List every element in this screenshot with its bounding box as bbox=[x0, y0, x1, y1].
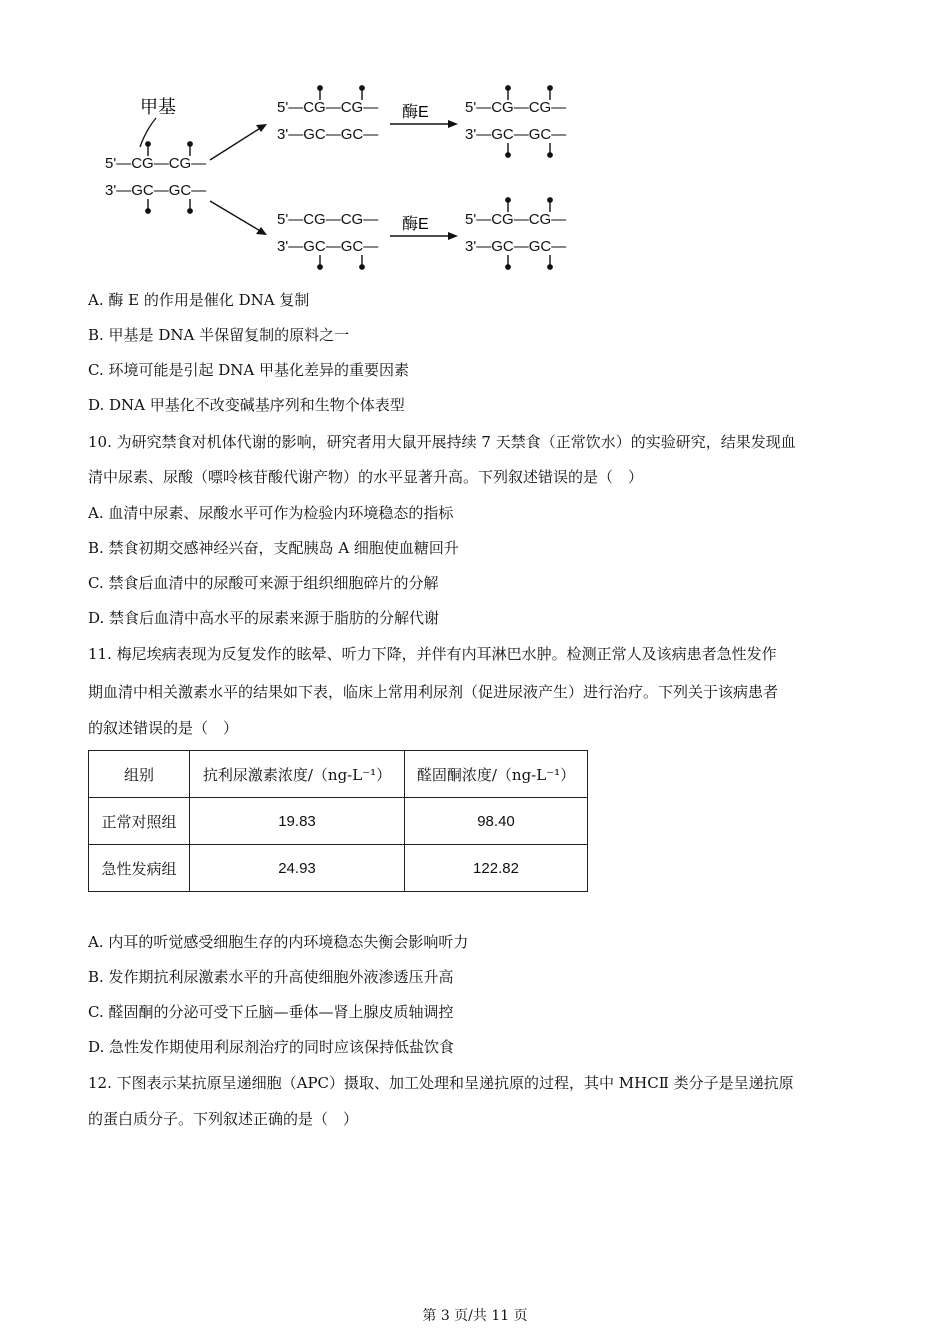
enzyme-arrowhead-bottom bbox=[448, 232, 458, 240]
methyl-group-dot bbox=[188, 209, 192, 213]
hormone-table bbox=[88, 750, 588, 892]
methyl-group-dot bbox=[318, 86, 322, 90]
methyl-group-dot bbox=[506, 265, 510, 269]
methyl-group-dot bbox=[146, 209, 150, 213]
methyl-group-dot bbox=[188, 142, 192, 146]
q11-option-d: D. 急性发作期使用利尿剂治疗的同时应该保持低盐饮食 bbox=[88, 1038, 455, 1056]
dna-top-strand: 5'—CG—CG— bbox=[105, 155, 207, 172]
methyl-group-dot bbox=[360, 265, 364, 269]
methyl-group-dot bbox=[548, 86, 552, 90]
enzyme-e-label-bottom: 酶E bbox=[402, 216, 429, 233]
table-header-row bbox=[89, 751, 588, 798]
q11-option-a: A. 内耳的听觉感受细胞生存的内环境稳态失衡会影响听力 bbox=[88, 933, 469, 951]
page-footer: 第 3 页/共 11 页 bbox=[422, 1308, 528, 1324]
dna-top-strand: 5'—CG—CG— bbox=[465, 99, 567, 116]
branch-arrowhead-down bbox=[256, 227, 267, 235]
methyl-group-dot bbox=[548, 265, 552, 269]
dna-top-strand: 5'—CG—CG— bbox=[465, 211, 567, 228]
methyl-group-dot bbox=[506, 86, 510, 90]
q10-option-d: D. 禁食后血清中高水平的尿素来源于脂肪的分解代谢 bbox=[88, 609, 440, 627]
dna-top-strand: 5'—CG—CG— bbox=[277, 211, 379, 228]
table-row bbox=[89, 845, 588, 892]
q9-option-b: B. 甲基是 DNA 半保留复制的原料之一 bbox=[88, 326, 350, 344]
methyl-group-dot bbox=[506, 153, 510, 157]
enzyme-arrowhead-top bbox=[448, 120, 458, 128]
methyl-group-dot bbox=[146, 142, 150, 146]
dna-bottom-strand: 3'—GC—GC— bbox=[465, 126, 567, 143]
table-cell: 19.83 bbox=[190, 798, 405, 845]
methyl-group-dot bbox=[318, 265, 322, 269]
dna-bottom-strand: 3'—GC—GC— bbox=[277, 238, 379, 255]
dna-top-strand: 5'—CG—CG— bbox=[277, 99, 379, 116]
dna-bottom-strand: 3'—GC—GC— bbox=[105, 182, 207, 199]
q10-stem-line1: 10. 为研究禁食对机体代谢的影响，研究者用大鼠开展持续 7 天禁食（正常饮水）的实验研究，结果发现血 bbox=[88, 433, 796, 451]
q12-stem-line2: 的蛋白质分子。下列叙述正确的是（ ） bbox=[88, 1110, 359, 1128]
table-header-cell: 醛固酮浓度/（ng-L⁻¹） bbox=[405, 751, 588, 798]
dna-methylation-diagram bbox=[0, 0, 950, 290]
methyl-label: 甲基 bbox=[140, 97, 176, 117]
q9-option-d: D. DNA 甲基化不改变碱基序列和生物个体表型 bbox=[88, 396, 405, 414]
methyl-group-dot bbox=[506, 198, 510, 202]
q10-option-c: C. 禁食后血清中的尿酸可来源于组织细胞碎片的分解 bbox=[88, 574, 439, 592]
table-cell: 122.82 bbox=[405, 845, 588, 892]
table-cell: 急性发病组 bbox=[89, 845, 190, 892]
dna-bottom-strand: 3'—GC—GC— bbox=[465, 238, 567, 255]
table-cell: 24.93 bbox=[190, 845, 405, 892]
q9-option-c: C. 环境可能是引起 DNA 甲基化差异的重要因素 bbox=[88, 361, 410, 379]
q11-option-c: C. 醛固酮的分泌可受下丘脑—垂体—肾上腺皮质轴调控 bbox=[88, 1003, 454, 1021]
q11-option-b: B. 发作期抗利尿激素水平的升高使细胞外液渗透压升高 bbox=[88, 968, 454, 986]
branch-arrow-up bbox=[210, 127, 262, 160]
table-header-cell: 组别 bbox=[89, 751, 190, 798]
table-cell: 98.40 bbox=[405, 798, 588, 845]
branch-arrow-down bbox=[210, 201, 262, 232]
q12-stem-line1: 12. 下图表示某抗原呈递细胞（APC）摄取、加工处理和呈递抗原的过程，其中 MHCⅡ 类分子是呈递抗原 bbox=[88, 1074, 794, 1092]
q10-stem-line2: 清中尿素、尿酸（嘌呤核苷酸代谢产物）的水平显著升高。下列叙述错误的是（ ） bbox=[88, 468, 644, 486]
methyl-group-dot bbox=[548, 198, 552, 202]
methyl-group-dot bbox=[548, 153, 552, 157]
table-cell: 正常对照组 bbox=[89, 798, 190, 845]
q11-stem-line2: 期血清中相关激素水平的结果如下表，临床上常用利尿剂（促进尿液产生）进行治疗。下列关于该病患者 bbox=[88, 683, 779, 701]
q10-option-a: A. 血清中尿素、尿酸水平可作为检验内环境稳态的指标 bbox=[88, 504, 454, 522]
methyl-group-dot bbox=[360, 86, 364, 90]
q11-stem-line3: 的叙述错误的是（ ） bbox=[88, 719, 239, 737]
q10-option-b: B. 禁食初期交感神经兴奋，支配胰岛 A 细胞使血糖回升 bbox=[88, 539, 459, 557]
table-row bbox=[89, 798, 588, 845]
branch-arrowhead-up bbox=[256, 124, 267, 132]
table-header-cell: 抗利尿激素浓度/（ng-L⁻¹） bbox=[190, 751, 405, 798]
q9-option-a: A. 酶 E 的作用是催化 DNA 复制 bbox=[88, 291, 310, 309]
q11-stem-line1: 11. 梅尼埃病表现为反复发作的眩晕、听力下降，并伴有内耳淋巴水肿。检测正常人及该病患者急性发作 bbox=[88, 645, 777, 663]
dna-bottom-strand: 3'—GC—GC— bbox=[277, 126, 379, 143]
enzyme-e-label-top: 酶E bbox=[402, 104, 429, 121]
